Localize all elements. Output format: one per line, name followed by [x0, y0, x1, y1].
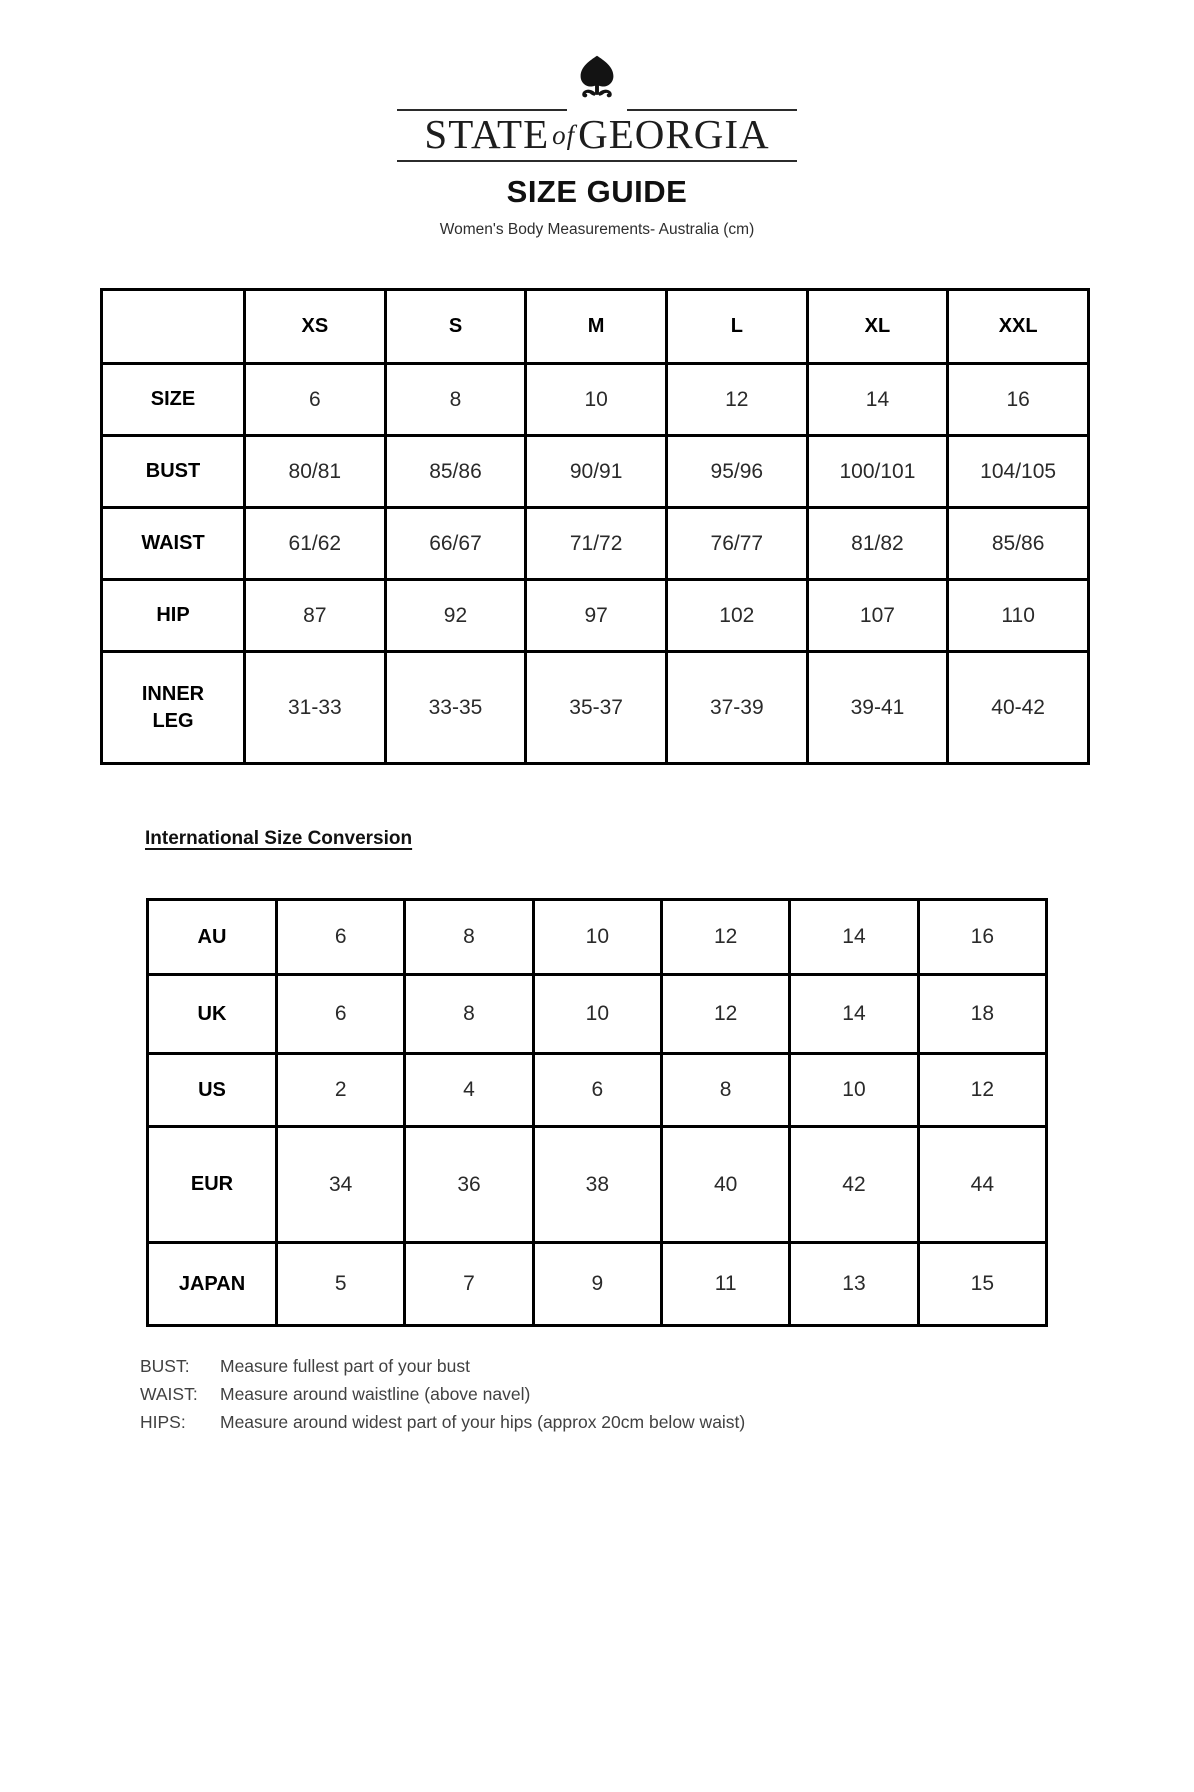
logo-top-rule	[397, 52, 797, 111]
brand-name-of: of	[552, 120, 576, 150]
value-cell: 7	[405, 1243, 533, 1326]
page-title: SIZE GUIDE	[506, 173, 688, 209]
row-label-text: JAPAN	[178, 1272, 246, 1295]
row-label	[102, 436, 245, 508]
value-cell: 35-37	[526, 652, 667, 764]
note-label: WAIST:	[140, 1384, 198, 1404]
value-cell: 36	[405, 1127, 533, 1243]
value-cell: 10	[533, 900, 661, 975]
value-cell: 8	[405, 900, 533, 975]
size-header-cell: L	[666, 290, 807, 364]
note-label: HIPS:	[140, 1412, 186, 1432]
value-cell: 14	[807, 364, 948, 436]
note-label: BUST:	[140, 1356, 190, 1376]
value-cell: 39-41	[807, 652, 948, 764]
row-label-text: HIP	[156, 604, 190, 626]
value-cell: 104/105	[948, 436, 1089, 508]
brand-logo	[397, 52, 797, 162]
value-cell: 10	[533, 975, 661, 1054]
value-cell: 11	[661, 1243, 789, 1326]
value-cell: 85/86	[948, 508, 1089, 580]
value-cell: 16	[948, 364, 1089, 436]
value-cell: 8	[385, 364, 526, 436]
row-label-text: AU	[197, 925, 227, 948]
size-header-cell: XS	[245, 290, 386, 364]
note-line	[140, 1380, 1060, 1408]
value-cell: 81/82	[807, 508, 948, 580]
row-label-text: EUR	[190, 1173, 234, 1195]
row-label	[148, 975, 277, 1054]
conversion-table	[146, 898, 1048, 1327]
value-cell: 13	[790, 1243, 918, 1326]
size-header-cell: XL	[807, 290, 948, 364]
row-label	[148, 1054, 277, 1127]
note-text: Measure around widest part of your hips (approx 20cm below waist)	[220, 1412, 746, 1432]
header-row	[102, 290, 1089, 364]
value-cell: 76/77	[666, 508, 807, 580]
row-label	[148, 1127, 277, 1243]
value-cell: 37-39	[666, 652, 807, 764]
value-cell: 40	[661, 1127, 789, 1243]
value-cell: 66/67	[385, 508, 526, 580]
value-cell: 102	[666, 580, 807, 652]
value-cell: 71/72	[526, 508, 667, 580]
table-row	[148, 1243, 1047, 1326]
value-cell: 12	[666, 364, 807, 436]
value-cell: 85/86	[385, 436, 526, 508]
logo-bottom-rule	[397, 160, 797, 162]
corner-cell	[102, 290, 245, 364]
value-cell: 97	[526, 580, 667, 652]
table-row	[148, 1127, 1047, 1243]
table-row	[148, 900, 1047, 975]
page-subtitle: Women's Body Measurements- Australia (cm)	[439, 220, 755, 238]
size-header-cell: XXL	[948, 290, 1089, 364]
table-row	[102, 580, 1089, 652]
value-cell: 34	[277, 1127, 405, 1243]
note-text: Measure fullest part of your bust	[220, 1356, 470, 1376]
row-label	[102, 508, 245, 580]
value-cell: 31-33	[245, 652, 386, 764]
value-cell: 15	[918, 1243, 1046, 1326]
value-cell: 16	[918, 900, 1046, 975]
row-label	[102, 652, 245, 764]
value-cell: 6	[245, 364, 386, 436]
size-header-cell: S	[385, 290, 526, 364]
table-row	[102, 364, 1089, 436]
table-row	[102, 508, 1089, 580]
conversion-heading: International Size Conversion	[145, 828, 413, 849]
conversion-table-body	[148, 900, 1047, 1326]
table-row	[102, 436, 1089, 508]
value-cell: 12	[918, 1054, 1046, 1127]
brand-name-right: GEORGIA	[578, 111, 770, 157]
value-cell: 6	[277, 975, 405, 1054]
row-label	[148, 1243, 277, 1326]
table-row	[148, 975, 1047, 1054]
row-label-text: BUST	[145, 460, 201, 482]
row-label-text: US	[198, 1078, 226, 1101]
row-label	[102, 364, 245, 436]
table-row	[148, 1054, 1047, 1127]
value-cell: 95/96	[666, 436, 807, 508]
value-cell: 100/101	[807, 436, 948, 508]
row-label	[102, 580, 245, 652]
value-cell: 4	[405, 1054, 533, 1127]
value-cell: 80/81	[245, 436, 386, 508]
value-cell: 12	[661, 900, 789, 975]
value-cell: 61/62	[245, 508, 386, 580]
size-header-cell: M	[526, 290, 667, 364]
note-line	[140, 1352, 1060, 1380]
value-cell: 12	[661, 975, 789, 1054]
value-cell: 92	[385, 580, 526, 652]
brand-header	[0, 52, 1194, 239]
value-cell: 14	[790, 975, 918, 1054]
measuring-notes	[140, 1352, 1060, 1436]
value-cell: 107	[807, 580, 948, 652]
value-cell: 5	[277, 1243, 405, 1326]
value-cell: 10	[790, 1054, 918, 1127]
measurements-table	[100, 288, 1090, 765]
measurements-table-body	[102, 290, 1089, 764]
row-label-text: SIZE	[150, 388, 196, 410]
value-cell: 14	[790, 900, 918, 975]
note-text: Measure around waistline (above navel)	[220, 1384, 531, 1404]
value-cell: 110	[948, 580, 1089, 652]
brand-name	[397, 112, 797, 158]
value-cell: 33-35	[385, 652, 526, 764]
value-cell: 10	[526, 364, 667, 436]
value-cell: 6	[277, 900, 405, 975]
value-cell: 2	[277, 1054, 405, 1127]
value-cell: 6	[533, 1054, 661, 1127]
value-cell: 38	[533, 1127, 661, 1243]
value-cell: 8	[661, 1054, 789, 1127]
brand-name-left: STATE	[424, 111, 550, 157]
tree-icon	[572, 52, 622, 113]
value-cell: 18	[918, 975, 1046, 1054]
row-label-text: INNER LEG	[141, 682, 205, 732]
table-row	[102, 652, 1089, 764]
row-label	[148, 900, 277, 975]
value-cell: 44	[918, 1127, 1046, 1243]
value-cell: 40-42	[948, 652, 1089, 764]
row-label-text: UK	[197, 1002, 227, 1025]
value-cell: 8	[405, 975, 533, 1054]
note-line	[140, 1408, 1060, 1436]
value-cell: 90/91	[526, 436, 667, 508]
value-cell: 42	[790, 1127, 918, 1243]
value-cell: 87	[245, 580, 386, 652]
row-label-text: WAIST	[141, 532, 205, 554]
value-cell: 9	[533, 1243, 661, 1326]
